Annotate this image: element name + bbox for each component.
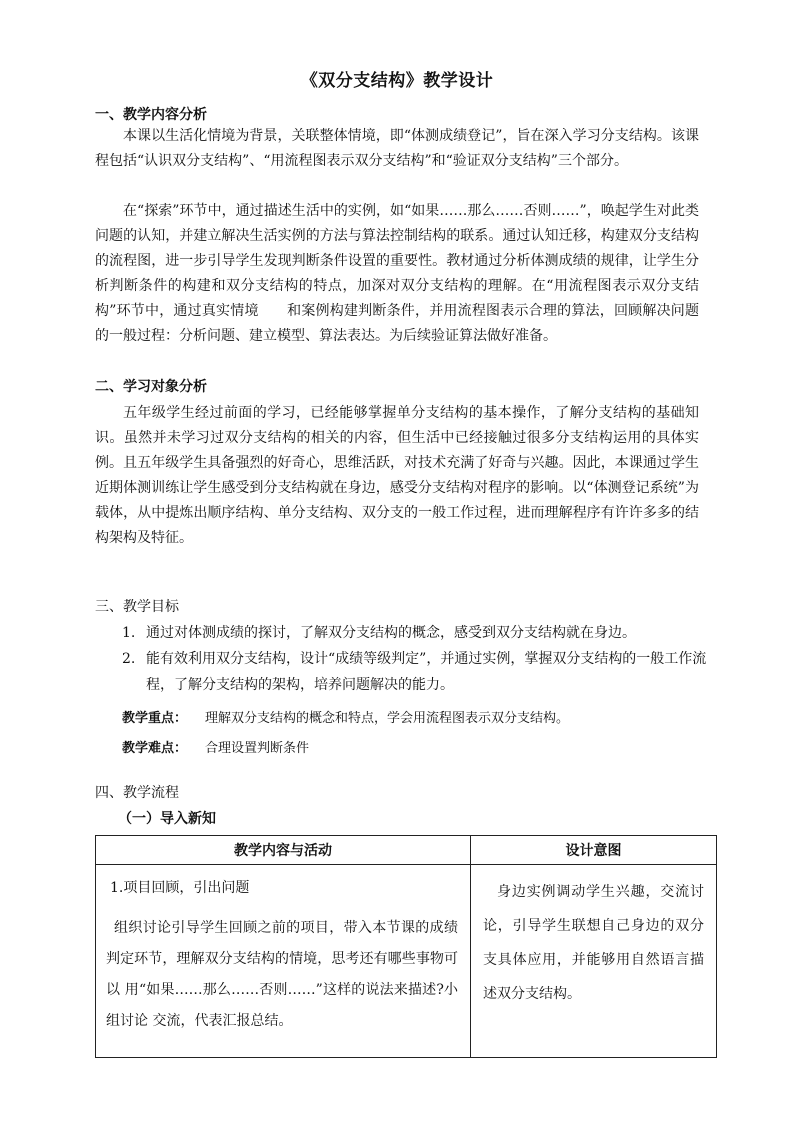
content-analysis-paragraph-1: 本课以生活化情境为背景，关联整体情境，即“体测成绩登记”，旨在深入学习分支结构。该课程包括“认识双分支结构”、“用流程图表示双分支结构”和“验证双分支结构”三个部分。 [95, 128, 699, 169]
content-analysis-paragraph-2: 在“探索”环节中，通过描述生活中的实例，如“如果……那么……否则……”，唤起学生对此类问题的认知，并建立解决生活实例的方法与算法控制结构的联系。通过认知迁移，构建双分支结构的流程图，进一步引导学生发现判断条件设置的重要性。教材通过分析体测成绩的规律，让学生分析判断条件的构建和双分支结构的特点，加深对双分支结构的理解。在“用流程图表示双分支结构”环节中，通过真实情境 和案例构建判断条件，并用流程图表示合理的算法，回顾解决问题的一般过程：分析问题、建立模型、算法表达。为后续验证算法做好准备。 [95, 203, 699, 344]
objective-number: 1. [122, 625, 136, 641]
learner-analysis-paragraph: 五年级学生经过前面的学习，已经能够掌握单分支结构的基本操作，了解分支结构的基础知识。虽然并未学习过双分支结构的相关的内容，但生活中已经接触过很多分支结构运用的具体实例。且五年级学生具备强烈的好奇心，思维活跃，对技术充满了好奇与兴趣。因此，本课通过学生近期体测训练让学生感受到分支结构就在身边，感受分支结构对程序的影响。以“体测登记系统”为载体，从中提炼出顺序结构、单分支结构、双分支的一般工作过程，进而理解程序有许许多多的结构架构及特征。 [95, 405, 699, 546]
objective-item [122, 620, 712, 646]
objective-text: 能有效利用双分支结构，设计“成绩等级判定”，并通过实例，掌握双分支结构的一般工作流程，了解分支结构的架构，培养问题解决的能力。 [146, 651, 707, 693]
objectives-list [122, 620, 712, 698]
teaching-flow-table [95, 835, 717, 1058]
section-heading-objectives: 三、教学目标 [95, 599, 179, 615]
objective-text: 通过对体测成绩的探讨，了解双分支结构的概念，感受到双分支结构就在身边。 [146, 625, 636, 641]
difficulty-label: 教学难点： [122, 741, 188, 756]
section-heading-learner-analysis: 二、学习对象分析 [95, 379, 207, 395]
section-heading-process: 四、教学流程 [95, 785, 179, 801]
key-point-label: 教学重点： [122, 711, 188, 726]
objective-item [122, 646, 712, 698]
column-header-intent: 设计意图 [471, 836, 717, 865]
section-heading-content-analysis: 一、教学内容分析 [95, 107, 207, 123]
difficulty-row [122, 737, 309, 756]
design-intent-cell: 身边实例调动学生兴趣，交流讨论，引导学生联想自己身边的双分支具体应用，并能够用自然语言描述双分支结构。 [471, 865, 717, 1058]
content-activity-cell [96, 865, 471, 1058]
key-point-row [122, 707, 569, 726]
sub-heading-introduction: （一）导入新知 [118, 811, 216, 827]
column-header-content: 教学内容与活动 [96, 836, 471, 865]
key-point-text: 理解双分支结构的概念和特点，学会用流程图表示双分支结构。 [205, 711, 570, 726]
objective-number: 2. [122, 651, 136, 667]
difficulty-text: 合理设置判断条件 [205, 741, 310, 756]
document-title: 《双分支结构》教学设计 [300, 71, 494, 91]
activity-text: 组织讨论引导学生回顾之前的项目，带入本节课的成绩判定环节，理解双分支结构的情境，思考还有哪些事物可以 用“如果……那么……否则……”这样的说法来描述?小组讨论 交流，代表汇报总结。 [106, 920, 458, 1029]
step-title: 1.项目回顾，引出问题 [110, 880, 250, 896]
